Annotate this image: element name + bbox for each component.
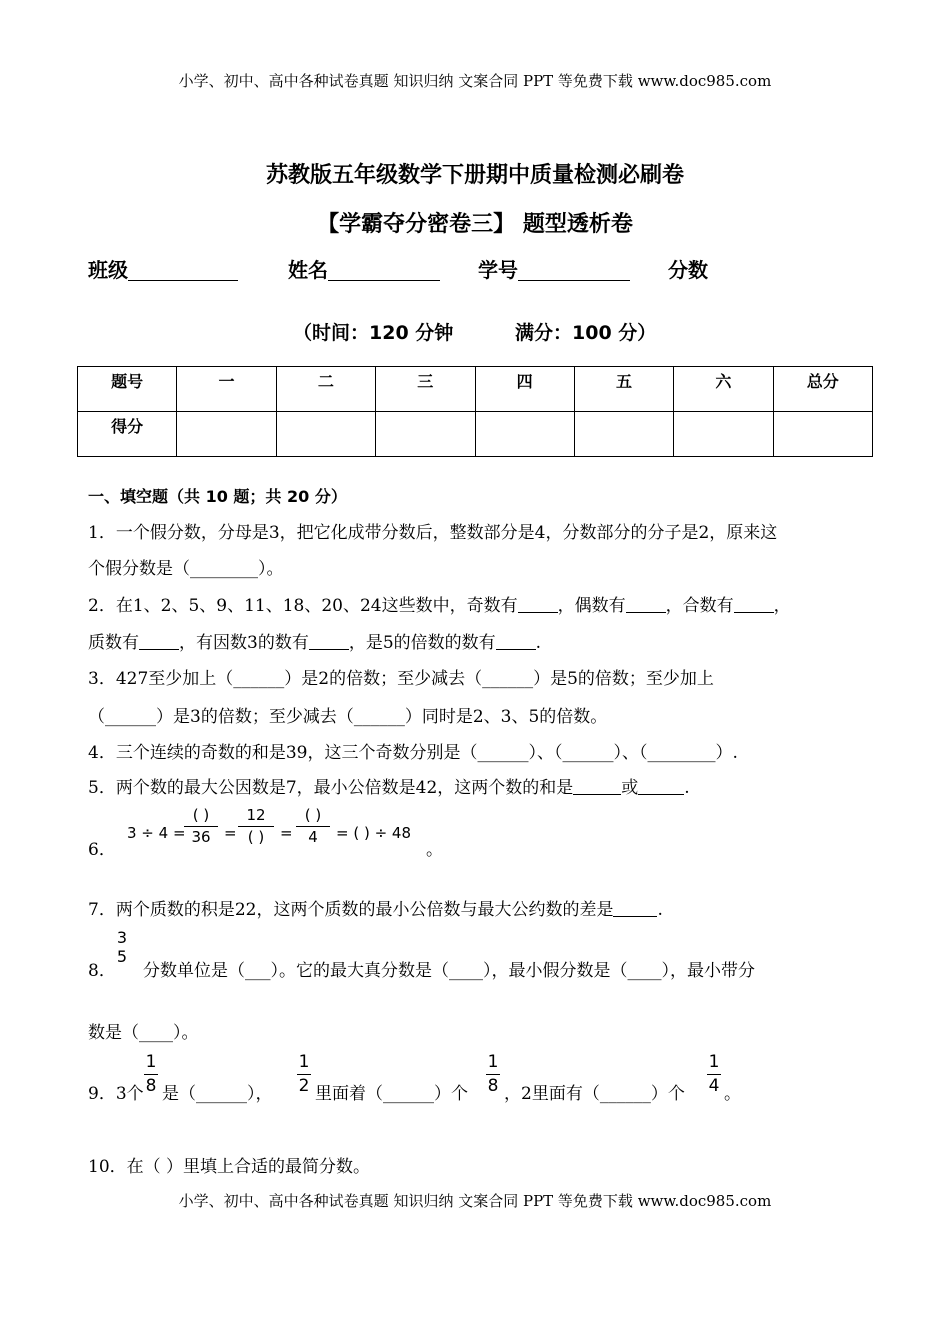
score-cell[interactable] (674, 412, 773, 457)
score-cell[interactable] (574, 412, 673, 457)
time-limit: （时间：120 分钟 (293, 322, 454, 344)
fraction-denominator: 4 (308, 828, 318, 846)
score-table (77, 366, 873, 457)
question-4: 4．三个连续的奇数的和是39，这三个奇数分别是（______）、（______）、（________）. (88, 743, 738, 763)
question-6-tail: = ( ) ÷ 48 (336, 824, 411, 842)
answer-blank[interactable] (139, 632, 179, 650)
question-5-text: 5．两个数的最大公因数是7，最小公倍数是42，这两个数的和是 (88, 778, 574, 798)
score-table-header-row (78, 367, 873, 412)
answer-blank[interactable] (734, 595, 774, 613)
header-cell: 三 (376, 367, 475, 412)
exam-subtitle: 【学霸夺分密卷三】 题型透析卷 (317, 212, 633, 237)
score-cell[interactable] (773, 412, 872, 457)
score-label: 分数 (668, 258, 708, 282)
question-3-line-2: （______）是3的倍数；至少减去（______）同时是2、3、5的倍数。 (88, 707, 608, 727)
class-blank[interactable] (128, 258, 238, 281)
question-9-fraction-3 (486, 1054, 500, 1095)
question-2-line-2 (88, 628, 541, 653)
header-cell: 二 (276, 367, 375, 412)
answer-blank[interactable] (613, 899, 657, 917)
question-5-text: 或 (621, 778, 639, 798)
answer-blank[interactable] (496, 632, 536, 650)
row-label-cell: 得分 (78, 412, 177, 457)
section-heading: 一、填空题（共 10 题；共 20 分） (88, 487, 347, 506)
question-1-line-2: 个假分数是（________）。 (88, 559, 284, 579)
fraction-numerator: 1 (487, 1052, 499, 1072)
name-blank[interactable] (328, 258, 440, 281)
score-table-score-row (78, 412, 873, 457)
fraction-denominator: 8 (487, 1076, 499, 1096)
footer-watermark: 小学、初中、高中各种试卷真题 知识归纳 文案合同 PPT 等免费下载 www.doc985.com (178, 1192, 772, 1210)
student-id-blank[interactable] (518, 258, 630, 281)
question-3-line-1: 3．427至少加上（______）是2的倍数；至少减去（______）是5的倍数；至少加上 (88, 669, 714, 689)
answer-blank[interactable] (626, 595, 666, 613)
student-id-field (478, 254, 630, 283)
fraction-bar (297, 1074, 311, 1075)
question-1-line-1: 1．一个假分数，分母是3，把它化成带分数后，整数部分是4，分数部分的分子是2，原来这 (88, 523, 778, 543)
exam-title: 苏教版五年级数学下册期中质量检测必刷卷 (265, 163, 684, 188)
fraction-bar (296, 826, 330, 827)
fraction-denominator: 2 (298, 1076, 310, 1096)
score-cell[interactable] (376, 412, 475, 457)
score-cell[interactable] (276, 412, 375, 457)
header-cell: 题号 (78, 367, 177, 412)
equals-sign: = (280, 824, 293, 842)
fraction-bar (184, 826, 218, 827)
question-9-part-e: 。 (724, 1084, 741, 1104)
question-8-fraction (114, 930, 130, 965)
fraction-denominator: 4 (708, 1076, 720, 1096)
full-score: 满分：100 分） (515, 322, 657, 344)
header-watermark: 小学、初中、高中各种试卷真题 知识归纳 文案合同 PPT 等免费下载 www.doc985.com (178, 72, 772, 90)
question-9-fraction-2 (297, 1054, 311, 1095)
question-6-fraction-1 (184, 808, 218, 845)
fraction-numerator[interactable]: ( ) (304, 806, 322, 824)
question-6-label: 6． (88, 840, 116, 860)
header-cell: 六 (674, 367, 773, 412)
question-9-part-b: 是（______）， (162, 1084, 273, 1104)
fraction-denominator: 8 (145, 1076, 157, 1096)
fraction-denominator: 5 (116, 947, 128, 966)
fraction-numerator: 12 (246, 806, 266, 824)
question-6-fraction-3 (296, 808, 330, 845)
header-cell: 四 (475, 367, 574, 412)
question-2-text: ，是5的倍数的数有 (348, 633, 496, 653)
class-label: 班级 (88, 258, 128, 282)
score-cell[interactable] (177, 412, 276, 457)
question-6-lhs: 3 ÷ 4 = (127, 824, 186, 842)
score-cell[interactable] (475, 412, 574, 457)
question-8-label: 8． (88, 961, 116, 981)
question-9-part-c: 里面着（______）个 (315, 1084, 468, 1104)
question-6-fraction-2 (238, 808, 274, 845)
name-field (288, 254, 440, 283)
question-2-text: ，偶数有 (557, 596, 626, 616)
question-7-text: 7．两个质数的积是22，这两个质数的最小公倍数与最大公约数的差是 (88, 900, 614, 920)
score-field (668, 254, 708, 283)
fraction-numerator: 1 (708, 1052, 720, 1072)
header-cell: 总分 (773, 367, 872, 412)
question-5 (88, 773, 690, 798)
fraction-numerator[interactable]: ( ) (192, 806, 210, 824)
equals-sign: = (224, 824, 237, 842)
fraction-numerator: 1 (298, 1052, 310, 1072)
question-9-fraction-1 (144, 1054, 158, 1095)
answer-blank[interactable] (638, 777, 684, 795)
question-8-line-1: 分数单位是（___）。它的最大真分数是（____），最小假分数是（____），最小带分 (143, 961, 755, 981)
question-9-fraction-4 (707, 1054, 721, 1095)
question-9-part-d: ，2里面有（______）个 (504, 1084, 685, 1104)
fraction-numerator: 1 (145, 1052, 157, 1072)
question-2-text: ， (773, 596, 791, 616)
fraction-bar (707, 1074, 721, 1075)
question-8-line-2: 数是（____）。 (88, 1023, 199, 1043)
answer-blank[interactable] (518, 595, 558, 613)
question-7 (88, 895, 663, 920)
question-7-text: . (657, 900, 663, 920)
question-2-text: 2．在1、2、5、9、11、18、20、24这些数中，奇数有 (88, 596, 518, 616)
question-5-text: . (684, 778, 690, 798)
question-2-text: . (535, 633, 542, 653)
answer-blank[interactable] (573, 777, 621, 795)
class-field (88, 254, 238, 283)
question-6-end: 。 (426, 840, 443, 860)
question-2-text: ，合数有 (665, 596, 734, 616)
name-label: 姓名 (288, 258, 328, 282)
fraction-bar (238, 826, 274, 827)
header-cell: 五 (574, 367, 673, 412)
question-2-text: ，有因数3的数有 (179, 633, 309, 653)
question-2-line-1 (88, 591, 791, 616)
student-id-label: 学号 (478, 258, 518, 282)
question-2-text: 质数有 (88, 633, 139, 653)
answer-blank[interactable] (309, 632, 349, 650)
fraction-denominator[interactable]: ( ) (247, 828, 265, 846)
question-10: 10．在（ ）里填上合适的最简分数。 (88, 1157, 371, 1177)
fraction-bar (486, 1074, 500, 1075)
header-cell: 一 (177, 367, 276, 412)
fraction-bar (144, 1074, 158, 1075)
question-9-part-a: 9．3个 (88, 1084, 144, 1104)
fraction-denominator: 36 (191, 828, 211, 846)
fraction-numerator: 3 (116, 928, 128, 947)
